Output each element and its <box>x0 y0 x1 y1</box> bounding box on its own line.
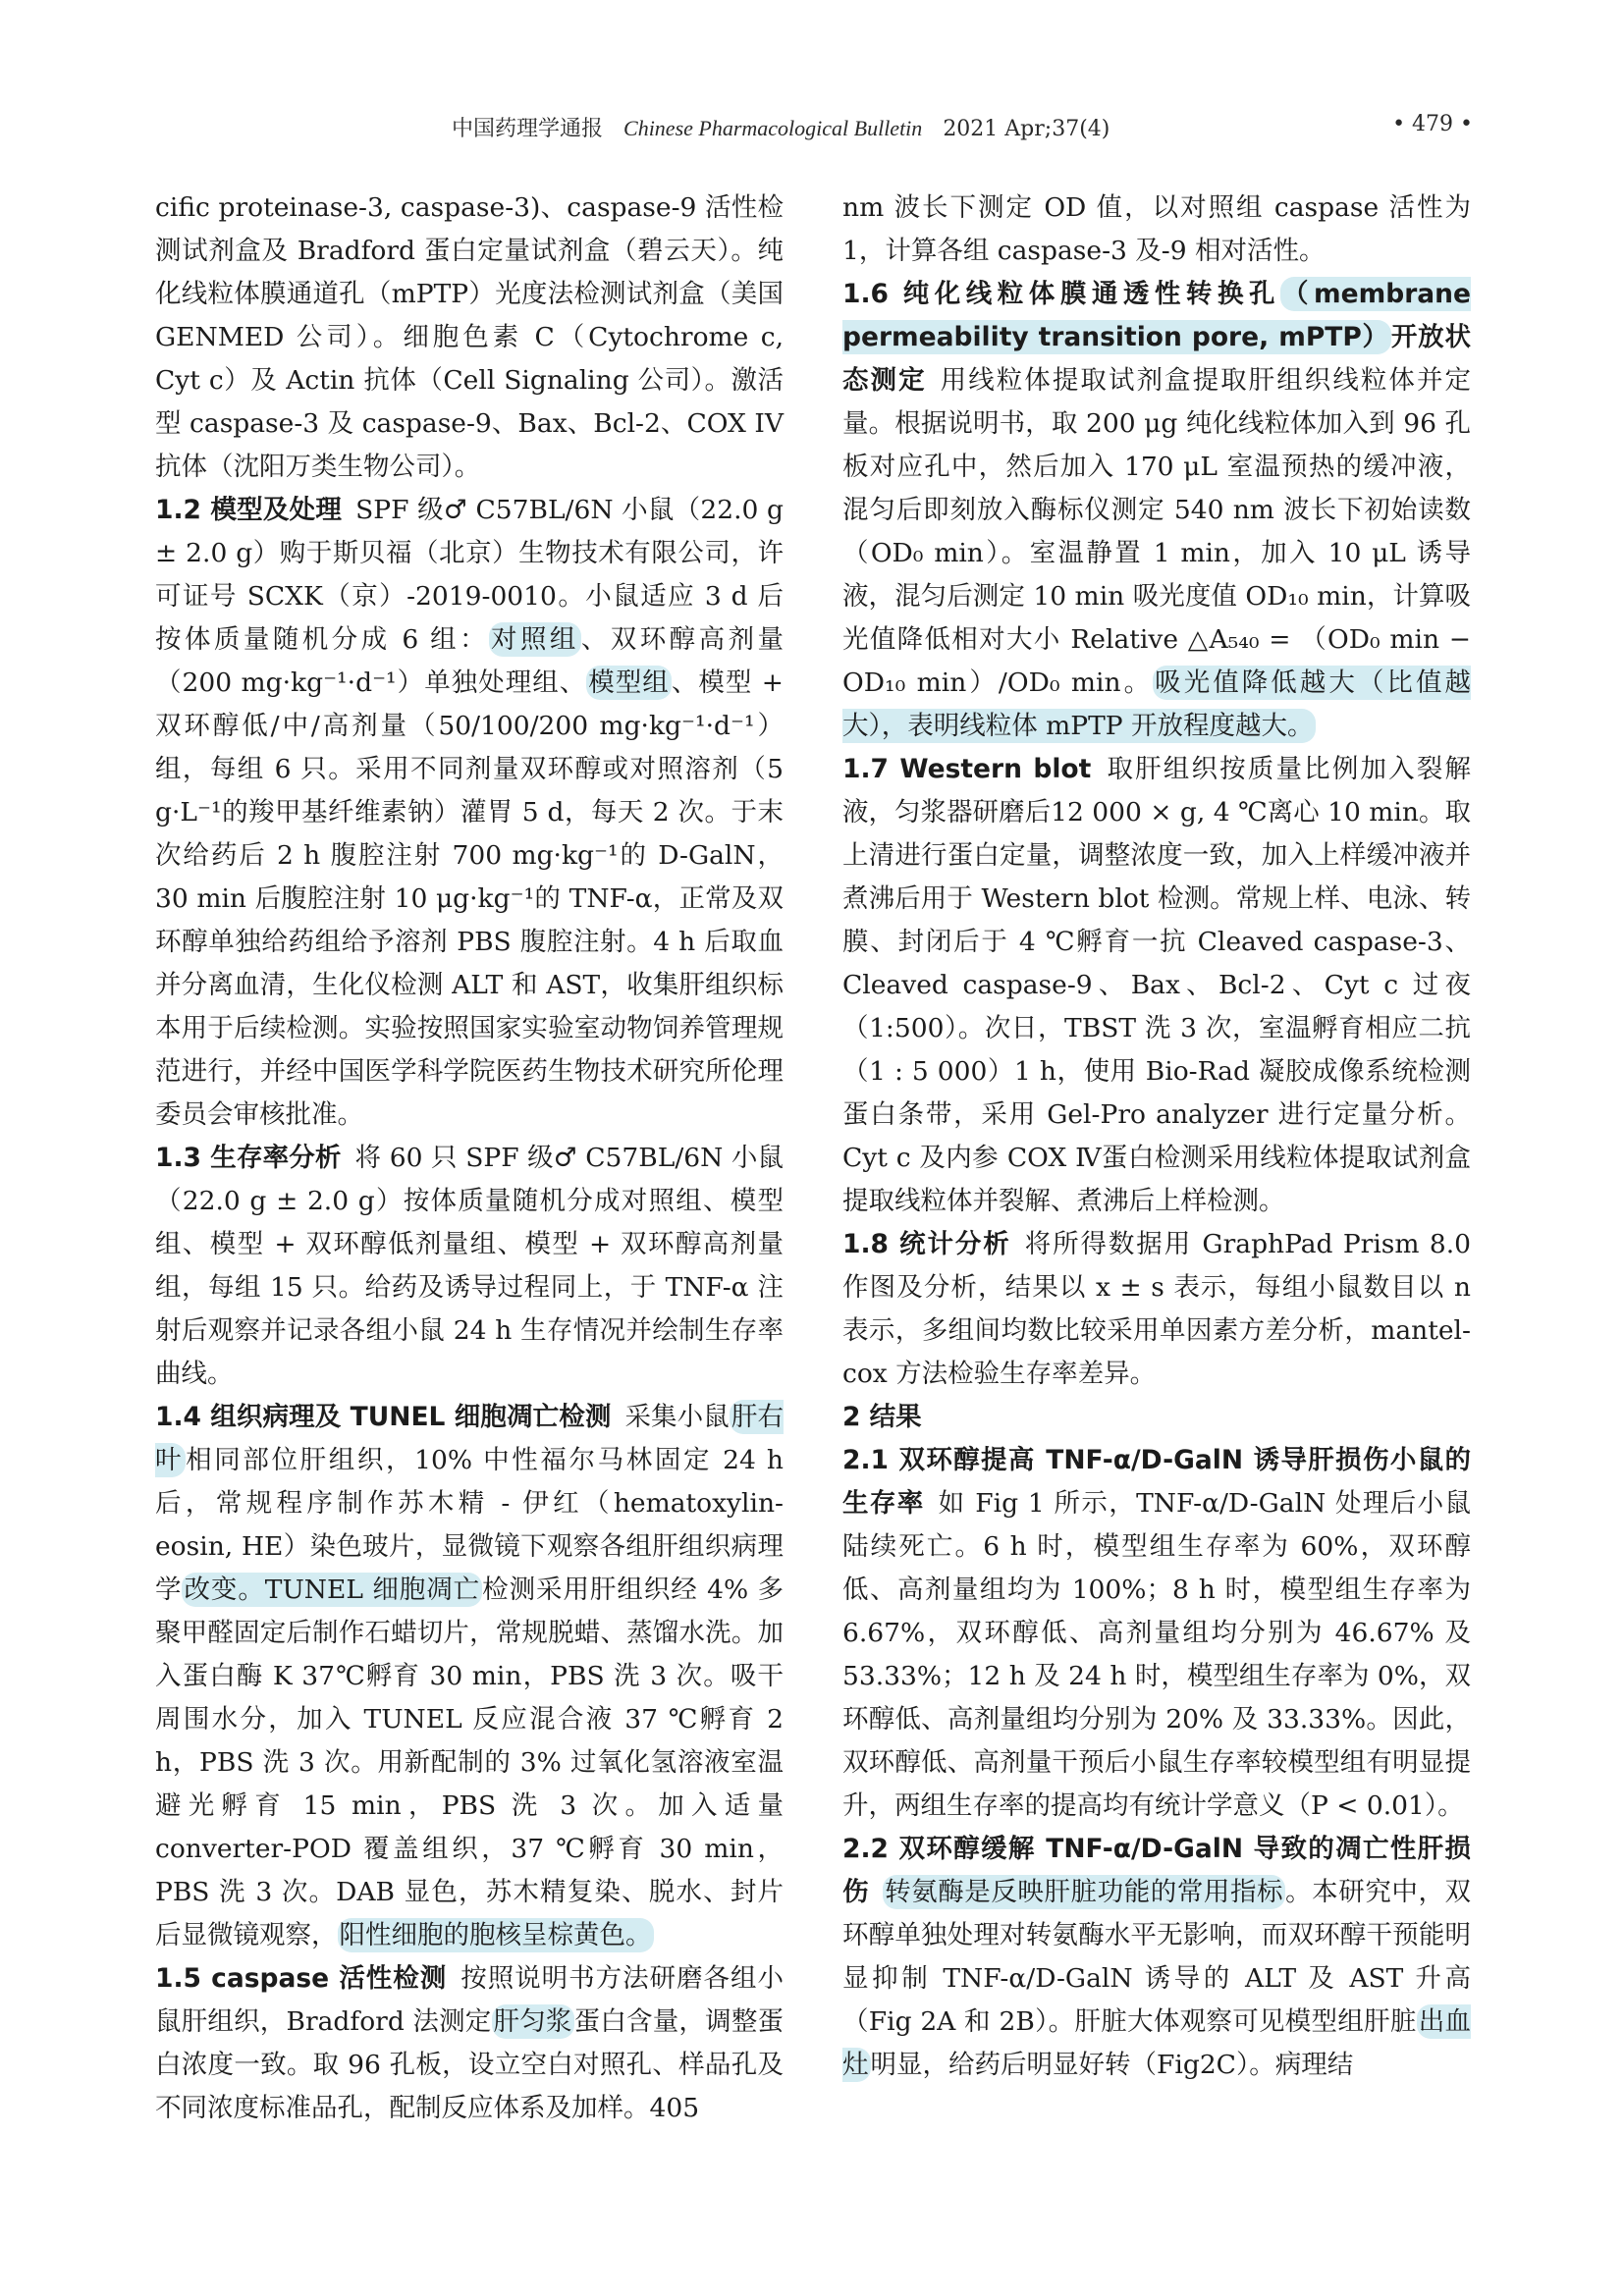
journal-info <box>452 112 1110 142</box>
section-heading: 2.2 双环醇缓解 TNF-α/D-GalN 导致的凋亡性肝损伤 <box>842 1834 1471 1907</box>
page-number: • 479 • <box>1392 112 1473 136</box>
left-column <box>155 187 784 2130</box>
section-heading: 1.7 Western blot <box>842 754 1092 784</box>
highlight: 阳性细胞的胞核呈棕黄色。 <box>339 1920 652 1950</box>
highlight: 肝匀浆 <box>493 2006 572 2037</box>
reagents-paragraph: cific proteinase-3, caspase-3)、caspase-9 活性检测试剂盒及 Bradford 蛋白定量试剂盒（碧云天）。纯化线粒体膜通道孔（mPTP）光度法检测试剂盒（美国 GENMED 公司）。细胞色素 C（Cytochrome c, Cyt c）及 Actin 抗体（Cell Signaling 公司）。激活型 caspase-3 及 caspase-9、Bax、Bcl-2、COX IV 抗体（沈阳万类生物公司）。 <box>155 192 784 482</box>
highlight: 吸光值降低越大（比值越大），表明线粒体 mPTP 开放程度越大。 <box>842 667 1472 741</box>
section-heading: 2.1 双环醇提高 TNF-α/D-GalN 诱导肝损伤小鼠的生存率 <box>842 1445 1471 1519</box>
journal-name-cn: 中国药理学通报 <box>452 117 604 141</box>
highlight: 出血灶 <box>842 2006 1472 2080</box>
highlight: 转氨酶是反映肝脏功能的常用指标 <box>885 1877 1284 1907</box>
section-heading: 1.3 生存率分析 <box>155 1143 342 1173</box>
section-1-5: 1.5 caspase 活性检测 按照说明书方法研磨各组小鼠肝组织，Bradford 法测定肝匀浆蛋白含量，调整蛋白浓度一致。取 96 孔板，设立空白对照孔、样品孔及不同浓度标准品孔，配制反应体系及加样。405 <box>155 1963 785 2123</box>
highlight: （membrane permeability transition pore, mPTP） <box>842 279 1471 352</box>
right-column <box>842 187 1471 2087</box>
section-heading: 1.8 统计分析 <box>842 1229 1011 1259</box>
highlight: 改变。TUNEL 细胞凋亡 <box>184 1575 481 1605</box>
section-heading: 1.5 caspase 活性检测 <box>155 1963 448 1994</box>
section-1-8: 1.8 统计分析 将所得数据用 GraphPad Prism 8.0 作图及分析，结果以 x ± s 表示，每组小鼠数目以 n 表示，多组间均数比较采用单因素方差分析，mantel-cox 方法检验生存率差异。 <box>842 1229 1471 1389</box>
highlight: 对照组 <box>491 624 579 655</box>
section-heading: 1.2 模型及处理 <box>155 495 343 525</box>
section-1-4: 1.4 组织病理及 TUNEL 细胞凋亡检测 采集小鼠肝右叶相同部位肝组织，10% 中性福尔马林固定 24 h 后，常规程序制作苏木精 - 伊红（hematoxylin-eosin, HE）染色玻片，显微镜下观察各组肝组织病理学改变。TUNEL 细胞凋亡检测采用肝组织经 4% 多聚甲醛固定后制作石蜡切片，常规脱蜡、蒸馏水洗。加入蛋白酶 K 37℃孵育 30 min，PBS 洗 3 次。吸干周围水分，加入 TUNEL 反应混合液 37 ℃孵育 2 h，PBS 洗 3 次。用新配制的 3% 过氧化氢溶液室温避光孵育 15 min，PBS 洗 3 次。加入适量 converter-POD 覆盖组织，37 ℃孵育 30 min，PBS 洗 3 次。DAB 显色，苏木精复染、脱水、封片后显微镜观察，阳性细胞的胞核呈棕黄色。 <box>155 1402 785 1950</box>
running-header <box>157 112 1473 151</box>
section-1-7: 1.7 Western blot 取肝组织按质量比例加入裂解液，匀浆器研磨后12 000 × g, 4 ℃离心 10 min。取上清进行蛋白定量，调整浓度一致，加入上样缓冲液并煮沸后用于 Western blot 检测。常规上样、电泳、转膜、封闭后于 4 ℃孵育一抗 Cleaved caspase-3、Cleaved caspase-9、Bax、Bcl-2、Cyt c 过夜（1:500）。次日，TBST 洗 3 次，室温孵育相应二抗（1 : 5 000）1 h，使用 Bio-Rad 凝胶成像系统检测蛋白条带，采用 Gel-Pro analyzer 进行定量分析。Cyt c 及内参 COX Ⅳ蛋白检测采用线粒体提取试剂盒提取线粒体并裂解、煮沸后上样检测。 <box>842 754 1472 1216</box>
section-2 <box>842 1396 1471 1439</box>
section-1-6: 1.6 纯化线粒体膜通透性转换孔（membrane permeability transition pore, mPTP）开放状态测定 用线粒体提取试剂盒提取肝组织线粒体并定量。根据说明书，取 200 μg 纯化线粒体加入到 96 孔板对应孔中，然后加入 170 μL 室温预热的缓冲液，混匀后即刻放入酶标仪测定 540 nm 波长下初始读数（OD₀ min）。室温静置 1 min，加入 10 μL 诱导液，混匀后测定 10 min 吸光度值 OD₁₀ min，计算吸光值降低相对大小 Relative △A₅₄₀ = （OD₀ min − OD₁₀ min）/OD₀ min。吸光值降低越大（比值越大），表明线粒体 mPTP 开放程度越大。 <box>842 279 1472 741</box>
issue-info: 2021 Apr;37(4) <box>943 117 1110 141</box>
section-heading: 1.6 纯化线粒体膜通透性转换孔（membrane permeability transition pore, mPTP）开放状态测定 <box>842 279 1471 396</box>
section-1-3: 1.3 生存率分析 将 60 只 SPF 级♂ C57BL/6N 小鼠（22.0 g ± 2.0 g）按体质量随机分成对照组、模型组、模型 + 双环醇低剂量组、模型 + 双环醇高剂量组，每组 15 只。给药及诱导过程同上，于 TNF-α 注射后观察并记录各组小鼠 24 h 生存情况并绘制生存率曲线。 <box>155 1143 784 1389</box>
section-heading: 2 结果 <box>842 1402 922 1432</box>
highlight: 模型组 <box>588 667 670 698</box>
highlight: 肝右叶 <box>155 1402 785 1475</box>
caspase-continued: nm 波长下测定 OD 值，以对照组 caspase 活性为 1，计算各组 caspase-3 及-9 相对活性。 <box>842 192 1471 266</box>
section-2-1: 2.1 双环醇提高 TNF-α/D-GalN 诱导肝损伤小鼠的生存率 如 Fig 1 所示，TNF-α/D-GalN 处理后小鼠陆续死亡。6 h 时，模型组生存率为 60%，双环醇低、高剂量组均为 100%；8 h 时，模型组生存率为 6.67%，双环醇低、高剂量组均分别为 46.67% 及 53.33%；12 h 及 24 h 时，模型组生存率为 0%，双环醇低、高剂量组均分别为 20% 及 33.33%。因此，双环醇低、高剂量干预后小鼠生存率较模型组有明显提升，两组生存率的提高均有统计学意义（P < 0.01）。 <box>842 1445 1471 1821</box>
section-1-2: 1.2 模型及处理 SPF 级♂ C57BL/6N 小鼠（22.0 g ± 2.0 g）购于斯贝福（北京）生物技术有限公司，许可证号 SCXK（京）-2019-0010。小鼠适应 3 d 后按体质量随机分成 6 组：对照组、双环醇高剂量（200 mg·kg⁻¹·d⁻¹）单独处理组、模型组、模型 + 双环醇低/中/高剂量（50/100/200 mg·kg⁻¹·d⁻¹）组，每组 6 只。采用不同剂量双环醇或对照溶剂（5 g·L⁻¹的羧甲基纤维素钠）灌胃 5 d，每天 2 次。于末次给药后 2 h 腹腔注射 700 mg·kg⁻¹的 D-GalN，30 min 后腹腔注射 10 μg·kg⁻¹的 TNF-α，正常及双环醇单独给药组给予溶剂 PBS 腹腔注射。4 h 后取血并分离血清，生化仪检测 ALT 和 AST，收集肝组织标本用于后续检测。实验按照国家实验室动物饲养管理规范进行，并经中国医学科学院医药生物技术研究所伦理委员会审核批准。 <box>155 495 785 1130</box>
section-2-2: 2.2 双环醇缓解 TNF-α/D-GalN 导致的凋亡性肝损伤 转氨酶是反映肝脏功能的常用指标。本研究中，双环醇单独处理对转氨酶水平无影响，而双环醇干预能明显抑制 TNF-α/D-GalN 诱导的 ALT 及 AST 升高（Fig 2A 和 2B）。肝脏大体观察可见模型组肝脏出血灶明显，给药后明显好转（Fig2C）。病理结 <box>842 1834 1472 2080</box>
journal-name-en: Chinese Pharmacological Bulletin <box>623 116 923 140</box>
section-heading: 1.4 组织病理及 TUNEL 细胞凋亡检测 <box>155 1402 612 1432</box>
